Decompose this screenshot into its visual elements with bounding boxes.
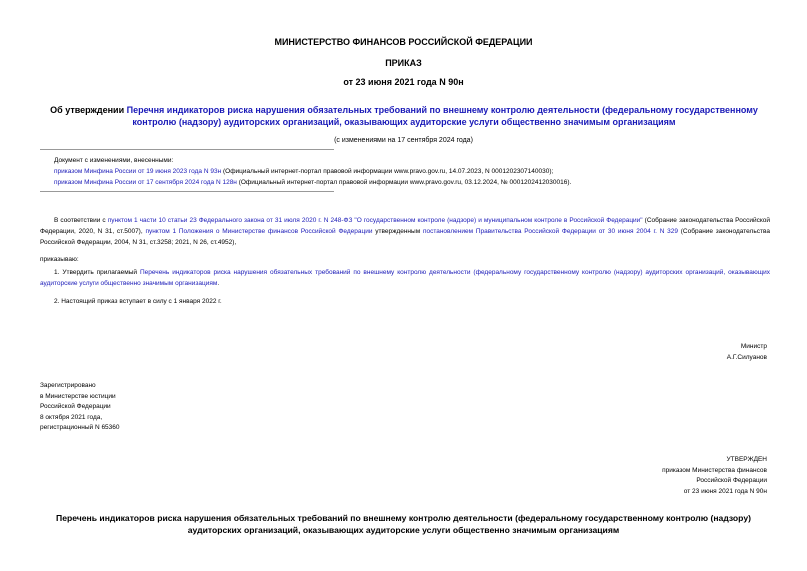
doc-title-link[interactable]: Перечня индикаторов риска нарушения обязательных требований по внешнему контролю деятельности (федеральному государственному контролю (надзору) аудиторских организаций, оказывающих аудиторские услуги общественно значимым организациям	[126, 105, 758, 127]
registration-line: Зарегистрировано	[40, 382, 96, 389]
signature-name: А.Г.Силуанов	[726, 354, 767, 361]
amendment-note: (с изменениями на 17 сентября 2024 года)	[334, 137, 473, 144]
approved-block	[662, 455, 767, 497]
changes-heading: Документ с изменениями, внесенными:	[54, 157, 174, 164]
preamble-text: В соответствии с	[54, 217, 108, 224]
approved-line: от 23 июня 2021 года N 90н	[683, 487, 767, 495]
divider-bottom	[40, 191, 334, 192]
approved-line: УТВЕРЖДЕН	[726, 456, 767, 463]
annex-title	[30, 512, 777, 536]
preamble-text: утвержденным	[372, 228, 423, 235]
changes-item-link[interactable]: приказом Минфина России от 19 июня 2023 года N 93н	[54, 168, 222, 175]
signature-block	[727, 341, 767, 363]
registration-line: 8 октября 2021 года,	[40, 413, 103, 421]
preamble-text: (Собрание законодательства Российской Федерации, 2004, N 31, ст.3258; 2021, N 26, ст.4952),	[40, 228, 770, 246]
changes-item-link[interactable]: приказом Минфина России от 17 сентября 2024 года N 128н	[54, 179, 237, 186]
registration-line: в Министерстве юстиции	[40, 392, 116, 400]
changes-item-text: (Официальный интернет-портал правовой информации www.pravo.gov.ru, 03.12.2024, № 0001202412030016).	[236, 179, 572, 186]
regulation-link[interactable]: пунктом 1 Положения о Министерстве финансов Российской Федерации	[145, 228, 373, 235]
doc-date-number: от 23 июня 2021 года N 90н	[343, 77, 464, 87]
changes-item-text: (Официальный интернет-портал правовой информации www.pravo.gov.ru, 14.07.2023, N 0001202307140030);	[221, 168, 554, 175]
registration-line: Российской Федерации	[40, 403, 111, 410]
registration-line: регистрационный N 65360	[40, 424, 120, 431]
preamble	[40, 215, 770, 248]
point-1-suffix: .	[217, 280, 220, 287]
registration-block	[40, 381, 120, 434]
annex-title-line: аудиторских организаций, оказывающих аудиторские услуги общественно значимым организациям	[187, 525, 620, 535]
law-link[interactable]: пунктом 1 части 10 статьи 23 Федерального закона от 31 июля 2020 г. N 248-ФЗ "О государственном контроле (надзоре) и муниципальном контроле в Российской Федерации"	[107, 217, 643, 224]
ministry-heading: МИНИСТЕРСТВО ФИНАНСОВ РОССИЙСКОЙ ФЕДЕРАЦИИ	[274, 37, 533, 47]
point-1	[40, 267, 770, 289]
order-word: приказываю:	[40, 256, 79, 263]
point-2: 2. Настоящий приказ вступает в силу с 1 января 2022 г.	[54, 298, 222, 305]
doc-title	[42, 104, 766, 128]
resolution-link[interactable]: постановлением Правительства Российской Федерации от 30 июня 2004 г. N 329	[422, 228, 678, 235]
doc-type: ПРИКАЗ	[385, 58, 422, 68]
changes-block	[54, 155, 754, 188]
changes-item	[54, 166, 754, 177]
approved-line: приказом Министерства финансов	[662, 466, 767, 474]
point-1-prefix: 1. Утвердить прилагаемый	[54, 269, 140, 276]
signature-position: Министр	[740, 343, 767, 350]
divider-top	[40, 149, 334, 150]
doc-title-prefix: Об утверждении	[50, 105, 127, 115]
preamble-text: (Собрание законодательства Российской Федерации, 2020, N 31, ст.5007),	[40, 217, 770, 235]
annex-link[interactable]: Перечень индикаторов риска нарушения обязательных требований по внешнему контролю деятельности (федеральному государственному контролю (надзору) аудиторских организаций, оказывающих аудиторские услуги общественно значимым организациям	[40, 269, 770, 287]
annex-title-line: Перечень индикаторов риска нарушения обязательных требований по внешнему контролю деятельности (федеральному государственному контролю (надзору)	[56, 513, 751, 523]
approved-line: Российской Федерации	[696, 477, 767, 484]
changes-item	[54, 177, 754, 188]
